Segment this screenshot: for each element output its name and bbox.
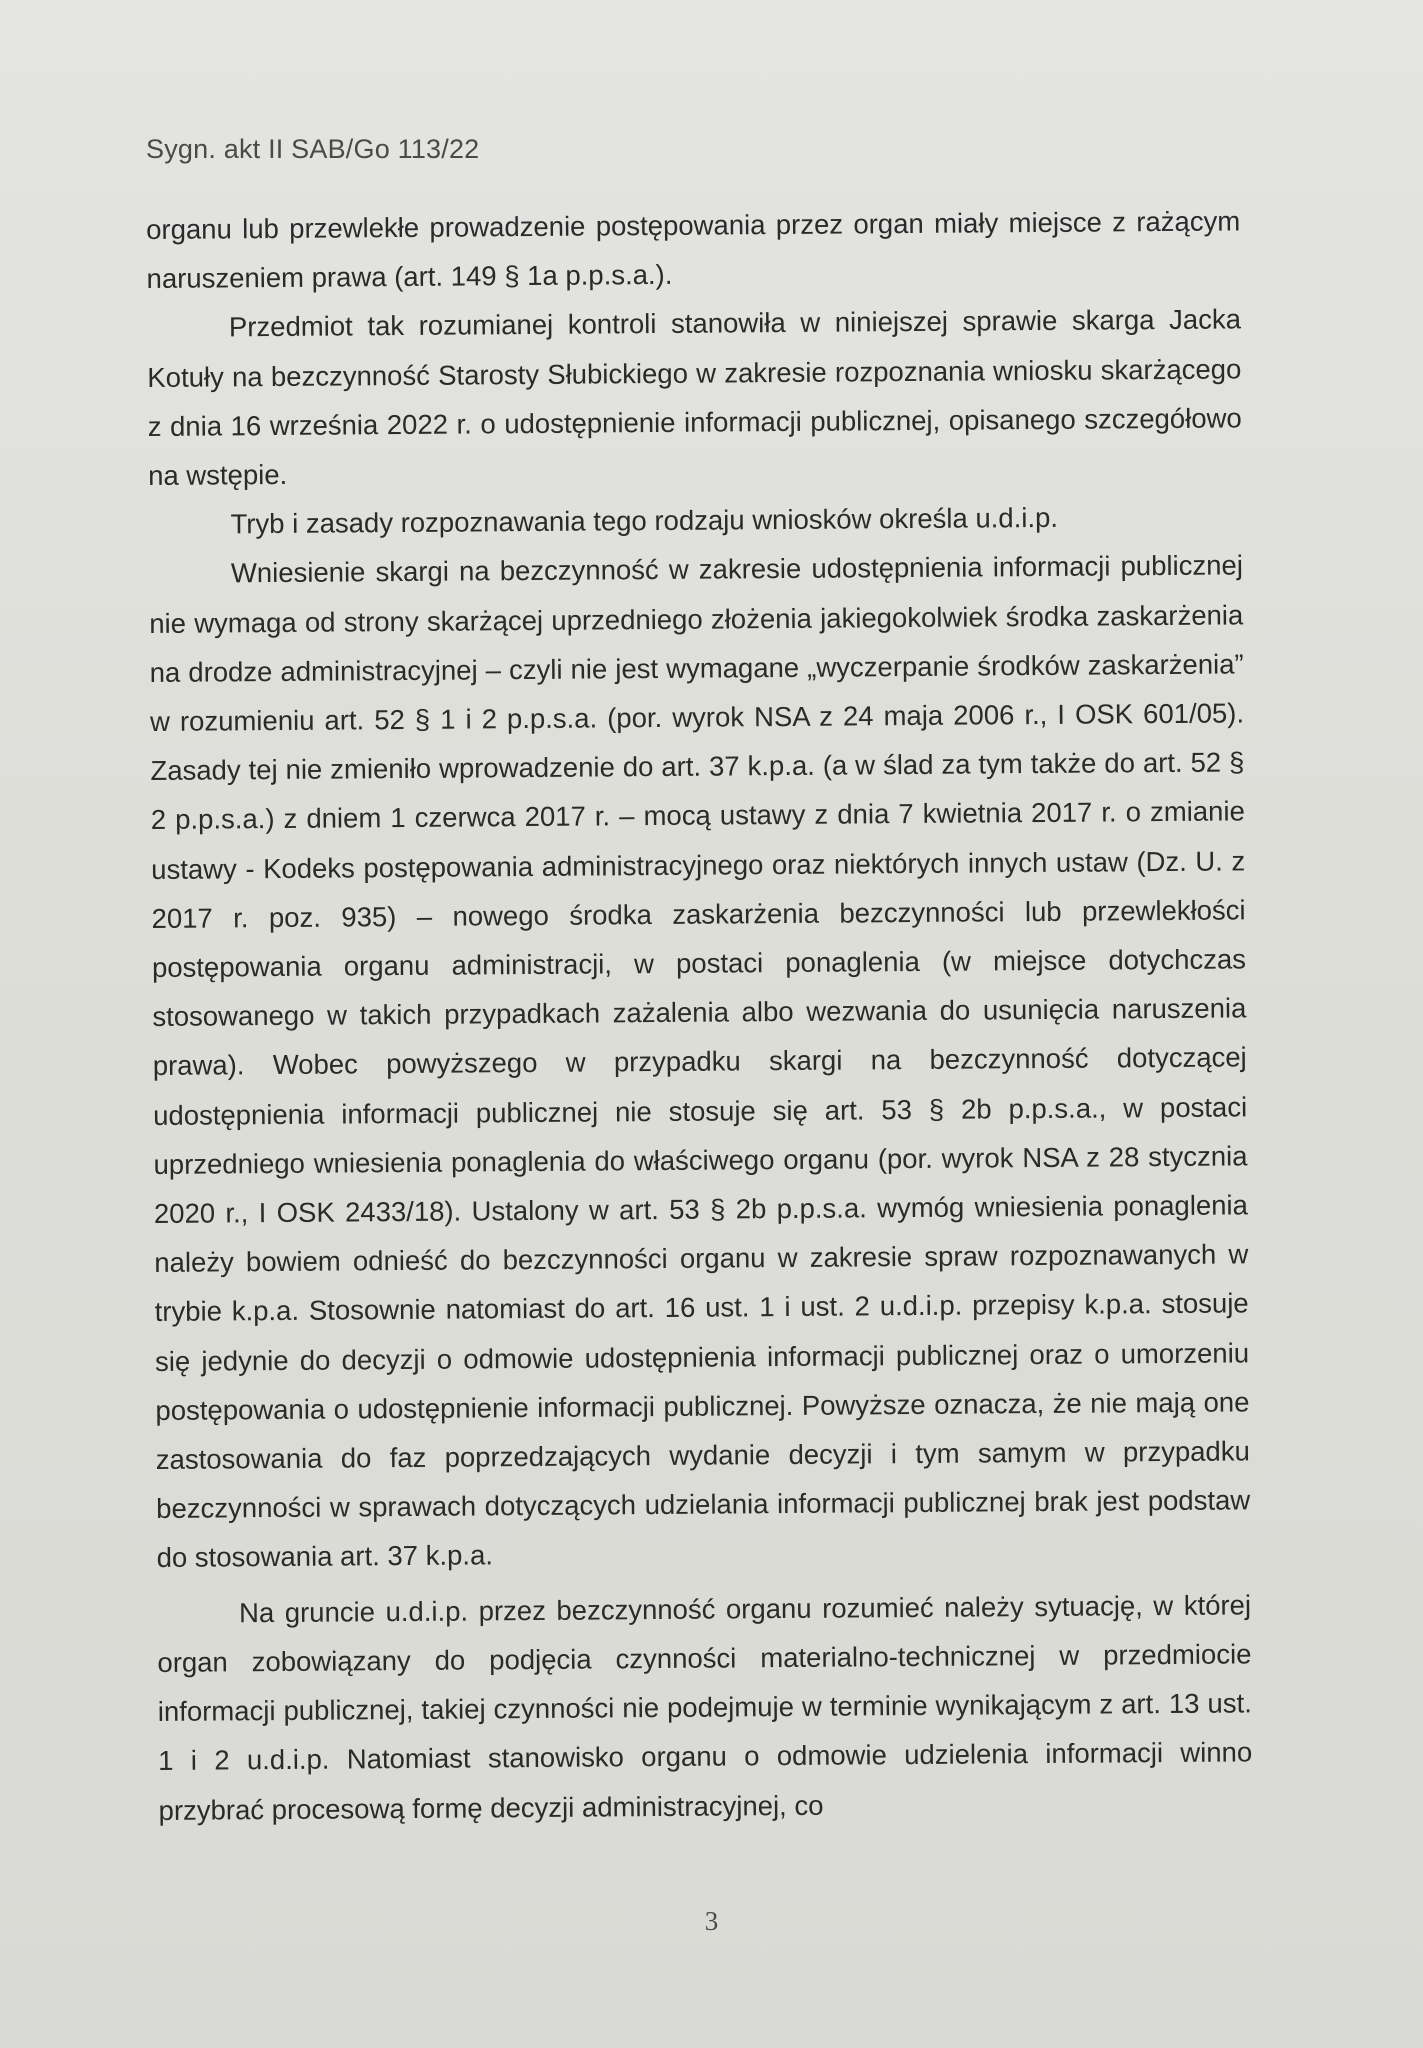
page-number: 3 (704, 1906, 719, 1936)
case-signature: Sygn. akt II SAB/Go 113/22 (146, 134, 480, 164)
paragraph-procedure: Tryb i zasady rozpoznawania tego rodzaju wniosków określa u.d.i.p. (230, 502, 1059, 540)
paragraph-reminder-rules: Wniesienie skargi na bezczynność w zakresie udostępnienia informacji publicznej nie wymaga od strony skarżącej uprzedniego złożenia jakiegokolwiek środka zaskarżenia na drodze administracyjnej – czyli nie jest wymagane „wyczerpanie środków zaskarżenia” w rozumieniu art. 52 § 1 i 2 p.p.s.a. (por. wyrok NSA z 24 maja 2006 r., I OSK 601/05). Zasady tej nie zmieniło wprowadzenie do art. 37 k.p.a. (a w ślad za tym także do art. 52 § 2 p.p.s.a.) z dniem 1 czerwca 2017 r. – mocą ustawy z dnia 7 kwietnia 2017 r. o zmianie ustawy - Kodeks postępowania administracyjnego oraz niektórych innych ustaw (Dz. U. z 2017 r. poz. 935) – nowego środka zaskarżenia bezczynności lub przewlekłości postępowania organu administracji, w postaci ponaglenia (w miejsce dotychczas stosowanego w takich przypadkach zażalenia albo wezwania do usunięcia naruszenia prawa). Wobec powyższego w przypadku skargi na bezczynność dotyczącej udostępnienia informacji publicznej nie stosuje się art. 53 § 2b p.p.s.a., w postaci uprzedniego wniesienia ponaglenia do właściwego organu (por. wyrok NSA z 28 stycznia 2020 r., I OSK 2433/18). Ustalony w art. 53 § 2b p.p.s.a. wymóg wniesienia ponaglenia należy bowiem odnieść do bezczynności organu w zakresie spraw rozpoznawanych w trybie k.p.a. Stosownie natomiast do art. 16 ust. 1 i ust. 2 u.d.i.p. przepisy k.p.a. stosuje się jedynie do decyzji o odmowie udostępnienia informacji publicznej oraz o umorzeniu postępowania o udostępnienie informacji publicznej. Powyższe oznacza, że nie mają one zastosowania do faz poprzedzających wydanie decyzji i tym samym w przypadku bezczynności w sprawach dotyczących udzielania informacji publicznej brak jest podstaw do stosowania art. 37 k.p.a. (149, 549, 1251, 1574)
document-body (146, 196, 1253, 1834)
paragraph-inaction-definition: Na gruncie u.d.i.p. przez bezczynność organu rozumieć należy sytuację, w której organ zobowiązany do podjęcia czynności materialno-technicznej w przedmiocie informacji publicznej, takiej czynności nie podejmuje w terminie wynikającym z art. 13 ust. 1 i 2 u.d.i.p. Natomiast stanowisko organu o odmowie udzielenia informacji winno przybrać procesową formę decyzji administracyjnej, co (157, 1589, 1253, 1826)
paragraph-complaint-subject: Przedmiot tak rozumianej kontroli stanowiła w niniejszej sprawie skarga Jacka Kotuły na bezczynność Starosty Słubickiego w zakresie rozpoznania wniosku skarżącego z dnia 16 września 2022 r. o udostępnienie informacji publicznej, opisanego szczegółowo na wstępie. (147, 303, 1242, 492)
paragraph-continuation: organu lub przewlekłe prowadzenie postępowania przez organ miały miejsce z rażącym naruszeniem prawa (art. 149 § 1a p.p.s.a.). (146, 205, 1241, 295)
